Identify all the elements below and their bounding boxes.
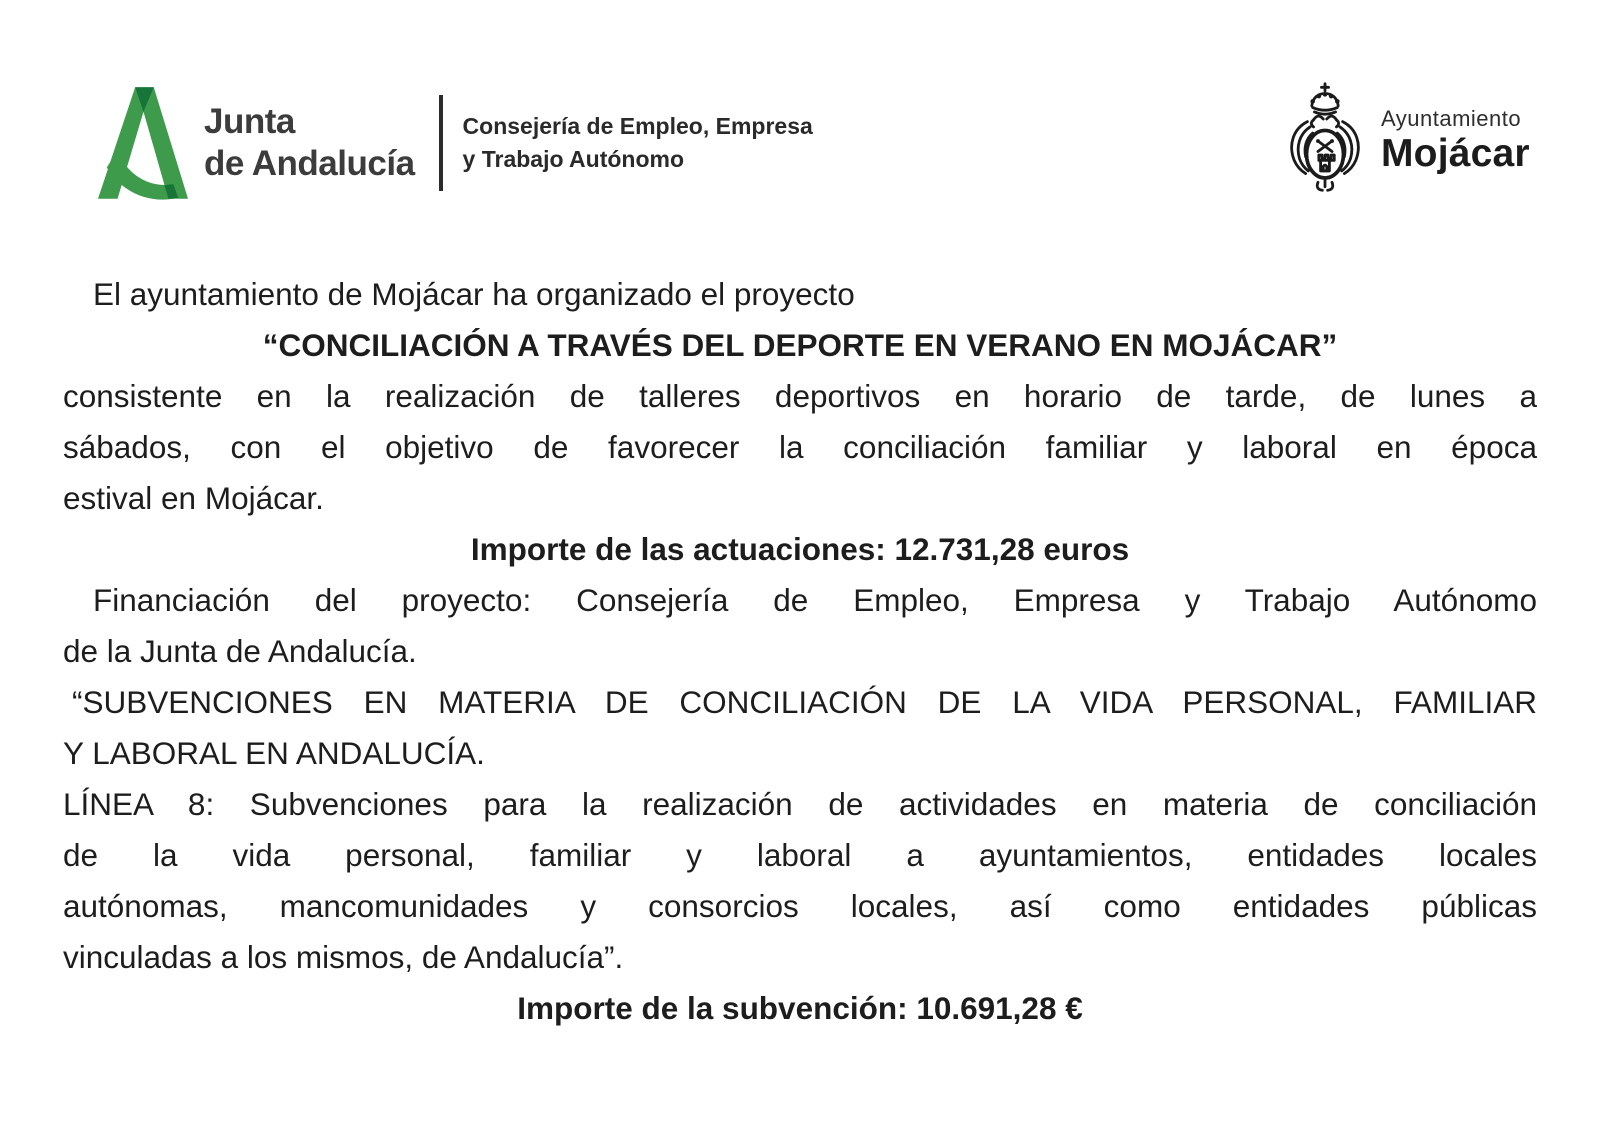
mojacar-crest-icon [1281, 77, 1369, 205]
consejeria-line1: Consejería de Empleo, Empresa [462, 113, 813, 139]
description-line-3: estival en Mojácar. [63, 480, 324, 516]
linea8-line-2: de la vida personal, familiar y laboral a ayuntamientos, entidades locales [63, 837, 1537, 873]
subvention-program-line-1: “SUBVENCIONES EN MATERIA DE CONCILIACIÓN DE LA VIDA PERSONAL, FAMILIAR [72, 684, 1537, 720]
junta-andalucia-logo-icon [98, 85, 188, 201]
description-line-1: consistente en la realización de talleres deportivos en horario de tarde, de lunes a [63, 378, 1537, 414]
junta-name-line2: de Andalucía [204, 144, 415, 183]
project-title: “CONCILIACIÓN A TRAVÉS DEL DEPORTE EN VERANO EN MOJÁCAR” [262, 327, 1338, 363]
junta-andalucia-wordmark [204, 101, 415, 185]
junta-andalucia-logo-block [98, 82, 813, 204]
subvention-amount: Importe de la subvención: 10.691,28 € [517, 990, 1083, 1026]
junta-name-line1: Junta [204, 102, 295, 141]
actions-amount: Importe de las actuaciones: 12.731,28 euros [470, 531, 1130, 567]
ayuntamiento-label: Ayuntamiento [1381, 106, 1522, 131]
mojacar-wordmark [1381, 106, 1530, 176]
subvention-program-line-2: Y LABORAL EN ANDALUCÍA. [63, 735, 485, 771]
ayuntamiento-mojacar-logo-block [1281, 76, 1530, 206]
linea8-line-1: LÍNEA 8: Subvenciones para la realización de actividades en materia de conciliación [63, 786, 1537, 822]
linea8-line-4: vinculadas a los mismos, de Andalucía”. [63, 939, 624, 975]
intro-line: El ayuntamiento de Mojácar ha organizado el proyecto [93, 276, 855, 312]
announcement-text [63, 269, 1537, 1034]
logo-divider [439, 95, 443, 191]
linea8-line-3: autónomas, mancomunidades y consorcios locales, así como entidades públicas [63, 888, 1537, 924]
consejeria-line2: y Trabajo Autónomo [462, 146, 685, 172]
financing-line-1: Financiación del proyecto: Consejería de Empleo, Empresa y Trabajo Autónomo [93, 582, 1537, 618]
consejeria-wordmark [463, 110, 813, 176]
financing-line-2: de la Junta de Andalucía. [63, 633, 417, 669]
mojacar-name: Mojácar [1381, 132, 1530, 175]
description-line-2: sábados, con el objetivo de favorecer la conciliación familiar y laboral en época [63, 429, 1537, 465]
